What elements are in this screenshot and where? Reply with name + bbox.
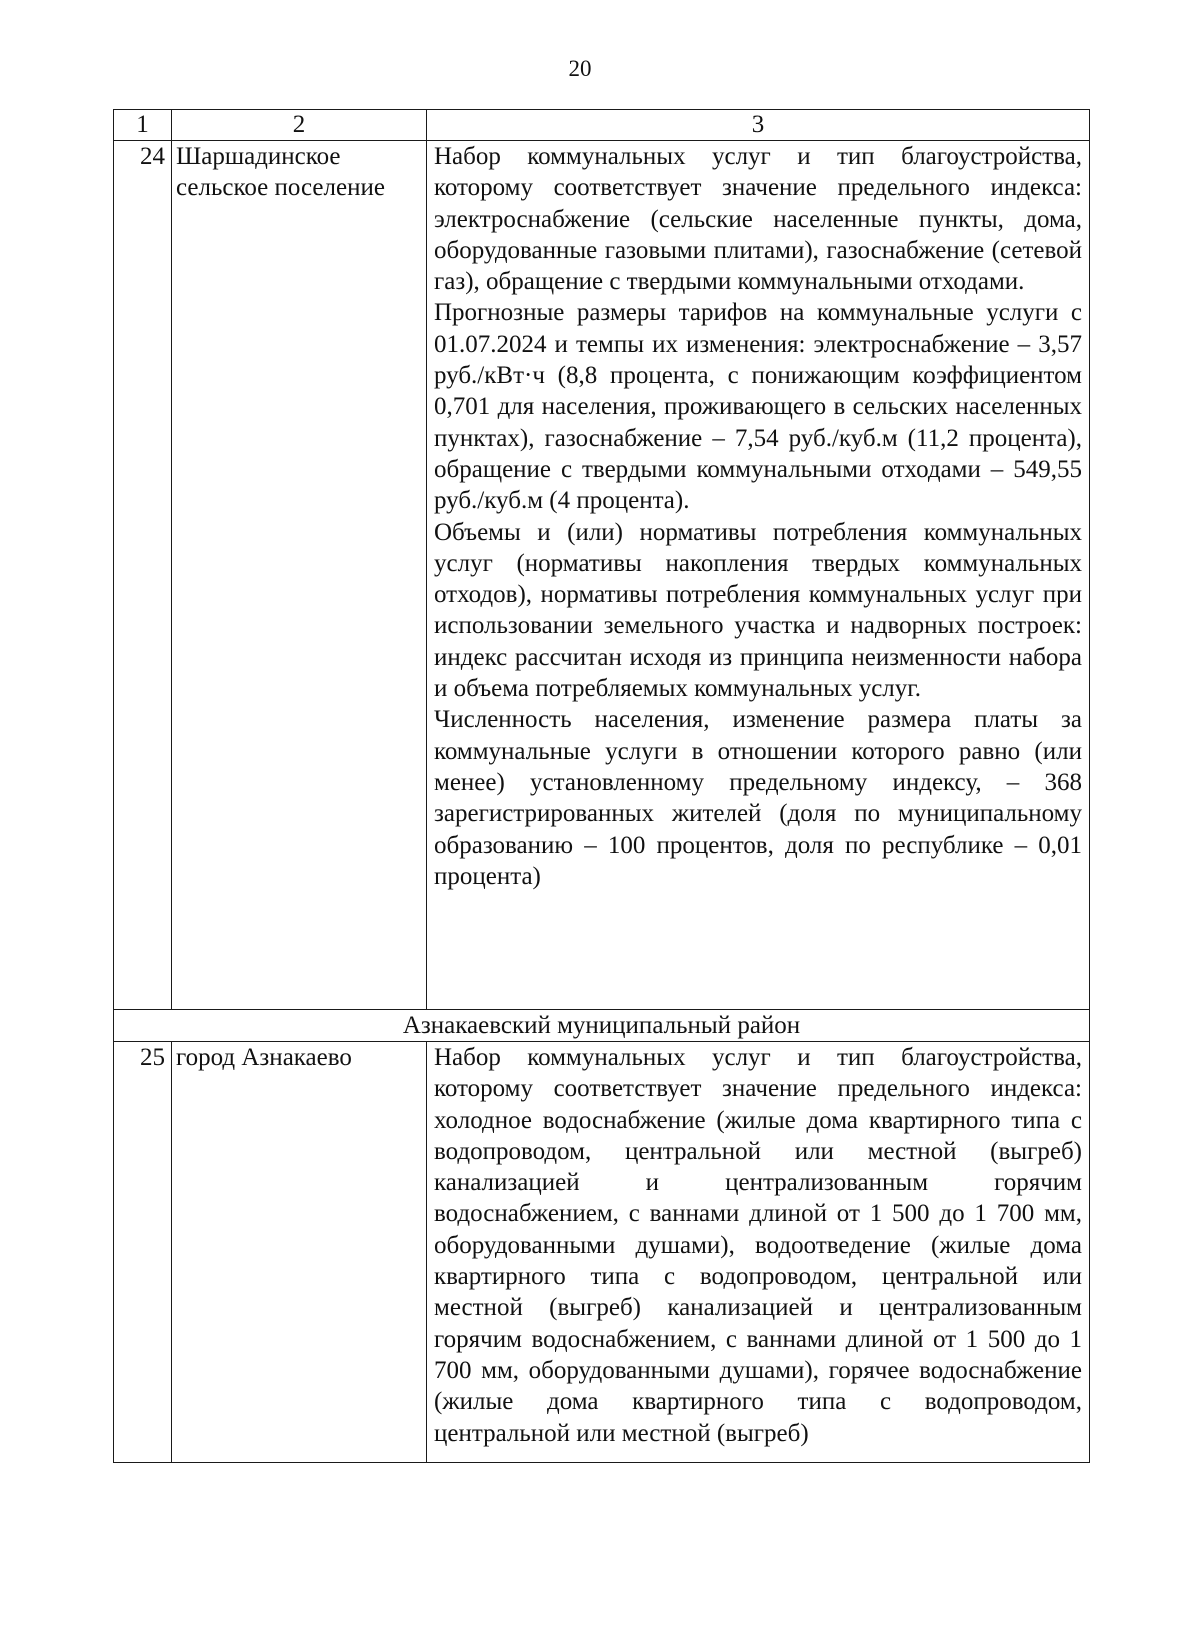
page-number: 20 [568, 56, 592, 81]
table-header-row [114, 110, 1090, 141]
row-description [427, 1042, 1090, 1463]
municipality-name: Шаршадинское сельское поселение [172, 141, 427, 1010]
row-description [427, 141, 1090, 1010]
description-paragraph: Численность населения, изменение размера платы за коммунальные услуги в отношении которого равно (или менее) установленному предельному индексу, – 368 зарегистрированных жителей (доля по муниципальному образованию – 100 процентов, доля по республике – 0,01 процента) [434, 706, 1082, 890]
description-paragraph: Набор коммунальных услуг и тип благоустройства, которому соответствует значение предельного индекса: электроснабжение (сельские населенные пункты, дома, оборудованные газовыми плитами), газоснабжение (сетевой газ), обращение с твердыми коммунальными отходами. [434, 143, 1082, 296]
description-paragraph: Прогнозные размеры тарифов на коммунальные услуги с 01.07.2024 и темпы их изменения: электроснабжение – 3,57 руб./кВт·ч (8,8 процента, с понижающим коэффициентом 0,701 для населения, проживающего в сельских населенных пунктах), газоснабжение – 7,54 руб./куб.м (11,2 процента), обращение с твердыми коммунальными отходами – 549,55 руб./куб.м (4 процента). [434, 299, 1082, 515]
table-row [114, 1042, 1090, 1463]
description-paragraph: Объемы и (или) нормативы потребления коммунальных услуг (нормативы накопления твердых коммунальных отходов), нормативы потребления коммунальных услуг при использовании земельного участка и надворных построек: индекс рассчитан исходя из принципа неизменности набора и объема потребляемых коммунальных услуг. [434, 518, 1082, 703]
column-header: 3 [427, 110, 1090, 141]
table-row [114, 141, 1090, 1010]
tariff-table [113, 109, 1090, 1463]
row-number: 25 [114, 1042, 172, 1463]
district-heading: Азнакаевский муниципальный район [114, 1010, 1090, 1042]
column-header: 1 [114, 110, 172, 141]
description-paragraph: Набор коммунальных услуг и тип благоустройства, которому соответствует значение предельного индекса: холодное водоснабжение (жилые дома квартирного типа с водопроводом, центральной или местной (выгреб) канализацией и централизованным горячим водоснабжением, с ваннами длиной от 1 500 до 1 700 мм, оборудованными душами), водоотведение (жилые дома квартирного типа с водопроводом, центральной или местной (выгреб) канализацией и централизованным горячим водоснабжением, с ваннами длиной от 1 500 до 1 700 мм, оборудованными душами), горячее водоснабжение (жилые дома квартирного типа с водопроводом, центральной или местной (выгреб) [434, 1044, 1082, 1447]
row-number: 24 [114, 141, 172, 1010]
column-header: 2 [172, 110, 427, 141]
municipality-name: город Азнакаево [172, 1042, 427, 1463]
section-row [114, 1010, 1090, 1042]
